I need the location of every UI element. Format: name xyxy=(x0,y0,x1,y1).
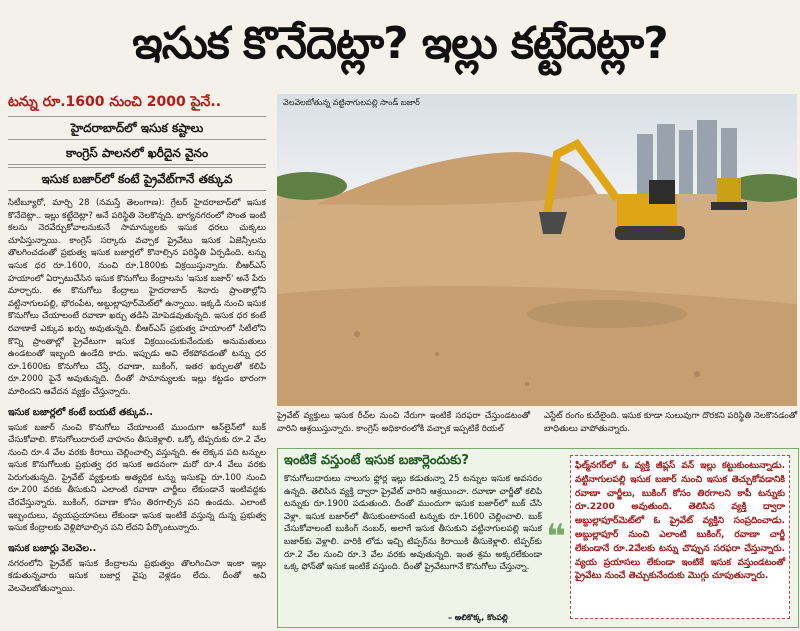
subhead-3: ఇసుక బజార్‌లో కంటే ప్రైవేట్‌గానే తక్కువ xyxy=(8,167,266,191)
section1-title: ఇసుక బజార్లలో కంటే బయటే తక్కువ.. xyxy=(8,406,154,418)
photo-text-right: ఎస్టేట్ రంగం కుదేలైంది. ఇసుక కూడా సులువుగా దొరకని పరిస్థితి నెలకొనడంతో బాధితులు వాపోతున్నారు. xyxy=(544,411,797,434)
section2-title: ఇసుక బజార్లు వెలవెల.. xyxy=(8,542,97,554)
box-title: ఇంటికే వస్తుంటే ఇసుక బజార్లెందుకు? xyxy=(284,453,469,468)
photo-caption: వెలవెలబోతున్న వట్టినాగులపల్లి సాండ్ బజార్ xyxy=(283,98,420,107)
section2-text: నగరంలోని ప్రైవేట్ ఇసుక కేంద్రాలను ప్రభుత్వం తొలగించినా ఇంకా ఇల్లు కడుతున్నవారు ఇసుక బజార్ల వైపు వెళ్లడం లేదు. దీంతో అవి వెలవెలబోతున్నాయి. xyxy=(8,558,266,595)
subhead-1: హైదరాబాద్‌లో ఇసుక కష్టాలు xyxy=(8,116,266,140)
subhead-2: కాంగ్రెస్ పాలనలో ఖరీదైన వైనం xyxy=(8,142,266,165)
section1-text: ఇసుక బజార్ నుంచి కొనుగోలు చేయాలంటే ముందుగా ఆన్‌లైన్‌లో బుక్ చేసుకోవాలి. కొనుగోలుదారులే వాహనం తీసుకెళ్లాలి. ఒక్కో టిప్పరుకు రూ.2 వేల నుంచి రూ.4 వేల వరకు కిరాయి చెల్లించాల్సి వస్తున్నది. ఈ లెక్కన పది టన్నుల ఇసుక కొనుగోలుకు ప్రభుత్వ ధర ఇసుక అదనంగా మరో రూ.4 వేలు వరకు పెరుగుతున్నది. ప్రైవేట్ వ్యక్తులకు అత్యధిక టన్ను ఇసుకపై రూ.100 నుంచి రూ.200 వరకు తీసుకుని ఎలాంటి రవాణా చార్జీలు లేకుండానే ఇంటివద్దకు చేరవేస్తున్నారు. బుకింగ్, రవాణా కోసం తిరగాల్సిన పని ఉండదు. ఎలాంటి ఇబ్బందులు, వ్యయప్రయాసలు లేకుండా ఇసుక ఇంటికే వస్తున్న దున్న ప్రభుత్వ ఇసుక కేంద్రాలకు వెళ్లిపోవాల్సిన పని లేదని పేర్కొంటున్నారు. xyxy=(8,422,266,534)
body-paragraph: సిటీబ్యూరో, మార్చి 28 (నమస్తే తెలంగాణ): గ్రేటర్ హైదరాబాద్‌లో ఇసుక కొనేదెట్లా.. ఇల్లు కట్టేదెట్లా? అనే పరిస్థితి నెలకొన్నది. భాగ్యనగరంలో సొంత ఇంటి కలను నెరవేర్చుకోవాలనుకునే సామాన్యులకు ఇసుక ధరలు చుక్కలు చూపిస్తున్నాయి. కాంగ్రెస్ సర్కారు వచ్చాక ప్రైవేటు ఇసుక ఏజెన్సీలను తొలగించడంతో ప్రభుత్వ ఇసుక బజార్లలో కొనాల్సిన పరిస్థితి ఏర్పడింది. టన్ను ఇసుక ధర రూ.1600, నుంచి రూ.1800కు విక్రయిస్తున్నారు. బీఆర్ఎస్ హయాంలో ఏర్పాటుచేసిన ఇసుక కొనుగోలు కేంద్రాలను 'ఇసుక బజార్' అనే పేరు మార్చారు. ఈ కొనుగోలు కేంద్రాలు హైదరాబాద్ శివారు ప్రాంతాల్లోని వట్టినాగులపల్లి, భౌరంపేట, అబ్దుల్లాపూర్‌మెట్‌లో ఉన్నాయి. ఇక్కడి నుంచి ఇసుక కొనుగోలు చేయాలంటే రవాణా ఖర్చు తడిసి మోపెడవుతున్నది. ఇసుక ధర కంటే రవాణాకే ఎక్కువ ఖర్చు అవుతున్నది. బీఆర్ఎస్ ప్రభుత్వ హయాంలో సిటీలోని కొన్ని ప్రాంతాల్లో ప్రైవేటుగా ఇసుక విక్రయించుకునేందుకు అనుమతులు ఉండటంతో ఇబ్బంది ఉండేది కాదు. ఇప్పుడు అవి లేకపోవడంతో టన్ను ధర రూ.1600కు కొనుగోలు చేస్తే, రవాణా, బుకింగ్, ఇతర ఖర్చులతో కలిపి రూ.2000 పైనే అవుతున్నది. దీంతో సామాన్యులకు ఇల్లు కట్టడం భారంగా మారిందని ఆవేదన వ్యక్తం చేస్తున్నారు. xyxy=(8,198,266,397)
sand-bazaar-photo xyxy=(277,94,797,406)
left-column xyxy=(8,92,266,628)
photo-caption-text xyxy=(277,410,797,444)
box-byline: – అలికొక్క, కొంపల్లి xyxy=(448,613,508,622)
headline: ఇసుక కొనేదెట్లా? ఇల్లు కట్టేదెట్లా? xyxy=(132,18,668,69)
sidebar-box xyxy=(277,448,799,628)
quote-mark-icon: ❝ xyxy=(546,517,566,557)
kicker: టన్ను రూ.1600 నుంచి 2000 పైనే.. xyxy=(8,94,222,110)
photo-text-left: ప్రైవేట్ వ్యక్తులు ఇసుక రీచ్‌ల నుంచి నేరుగా ఇంటికే సరఫరా చేస్తుండటంతో వారిని ఆశ్రయిస్తున్నారు. కాంగ్రెస్ అధికారంలోకి వచ్చాక ఇప్పటికే రియల్ xyxy=(277,411,530,434)
box-text: కొనుగోలుదారులు నాలుగు ఫ్లోర్ల ఇల్లు కడుతున్నా 25 టన్నుల ఇసుక అవసరం ఉన్నది. తెలిసిన వ్యక్తి ద్వారా ప్రైవేట్ వారిని ఆశ్రయించా. రవాణా చార్జీతో కలిపి టన్నుకు రూ.1900 పడుతుంది. దీంతో ముందుగా ఇసుక బజార్‌లో బుక్ చేసి వెళ్లా. ఇసుక బజార్‌లో తీసుకుంటానంటే టన్నుకు రూ.1600 చెల్లించాలి. బుక్ చేసుకోవాలంటే బుకింగ్ నంబర్, అలాగే ఇసుక తీసుకుని వట్టినాగులపల్లి ఇసుక బజార్‌కు వెళ్లాలి. వారికి లోడు ఇచ్చి టిప్పర్‌ను కిరాయికి తీసుకెళ్లాలి. టిప్పర్‌కు రూ.2 వేల నుంచి రూ.3 వేల వరకు అవుతున్నది. ఇంత శ్రమ అక్కరలేకుండా ఒక్క ఫోన్‌తో ఇసుక ఇంటికే వస్తుంది. దీంతో ప్రైవేటుగానే కొనుగోలు చేస్తున్నా. xyxy=(284,474,542,573)
quote-box: ఫిల్మ్‌నగర్‌లో ఓ వ్యక్తి జీప్లస్ వన్ ఇల్లు కట్టుకుంటున్నాడు. వట్టినాగులపల్లి ఇసుక బజార్ నుంచి ఇసుక తెచ్చుకోవడానికి రవాణా చార్జీలు, బుకింగ్ కోసం తిరగాలని కాపీ టన్నుకు రూ.2200 అవుతుంది. తెలిసిన వ్యక్తి ద్వారా అబ్దుల్లాపూర్‌మెట్‌లో ఓ ప్రైవేట్ వ్యక్తిని సంప్రదించాడు. అబ్దుల్లాపూర్ నుంచి ఎలాంటి బుకింగ్, రవాణా చార్జీ లేకుండానే రూ.2వేలకు టన్ను చొప్పున సరఫరా చేస్తున్నారు. వ్యయ ప్రయాసలు లేకుండా ఇంటికే ఇసుక వస్తుండటంతో ప్రైవేటు నుంచే తెచ్చుకునేందుకు మొగ్గు చూపుతున్నారు. xyxy=(570,455,790,619)
